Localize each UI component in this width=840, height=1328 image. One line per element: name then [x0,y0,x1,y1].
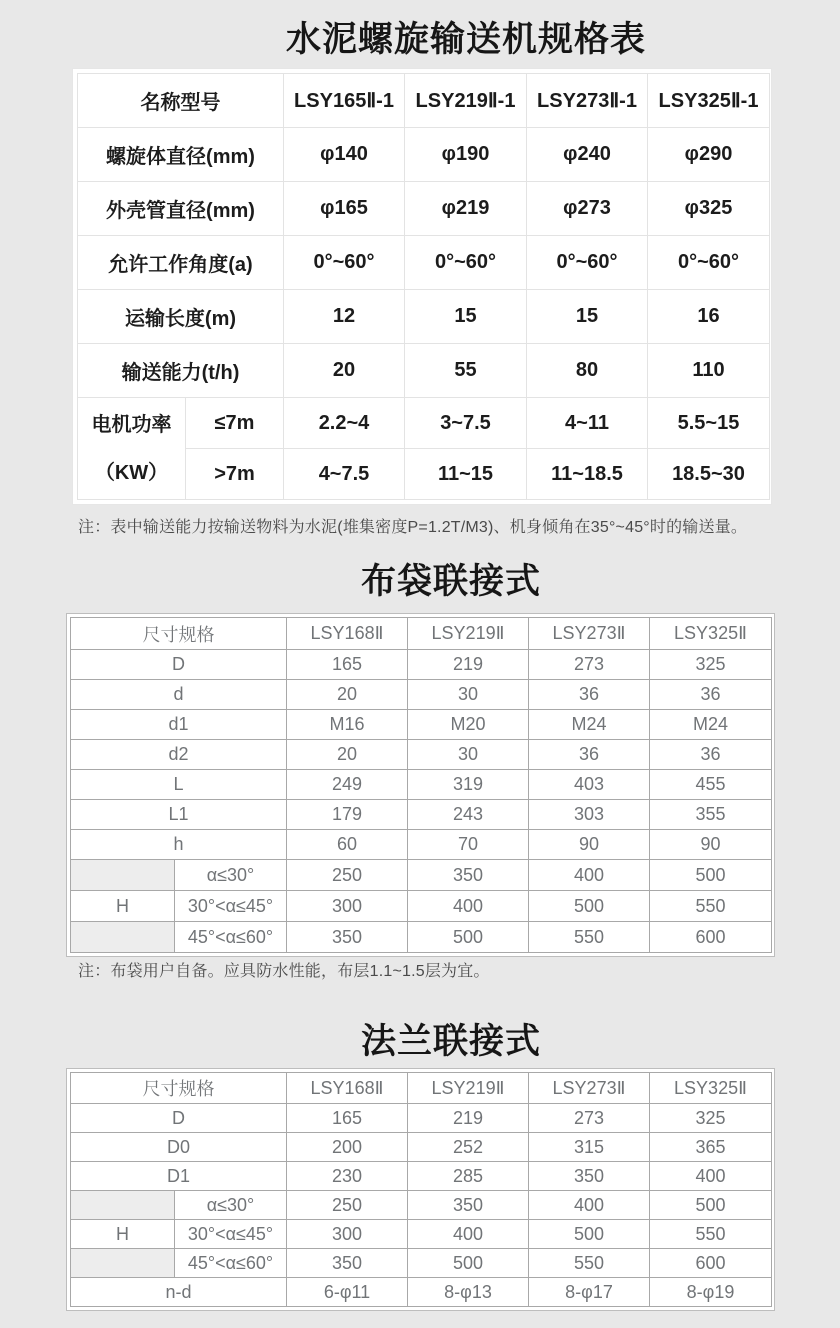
cell: 550 [650,1220,772,1249]
cell: 500 [650,860,772,891]
cell: 70 [408,830,529,860]
cell: 90 [650,830,772,860]
cell: 350 [287,922,408,953]
cell: 165 [287,1104,408,1133]
table-row [71,1104,772,1133]
angle-label: 45°<α≤60° [175,1249,287,1278]
spec-header-model: LSY165Ⅱ-1 [284,74,405,128]
cell: 0°~60° [284,236,405,290]
cell: M16 [287,710,408,740]
row-label: D [71,1104,287,1133]
cell: 3~7.5 [405,398,527,449]
cell: 325 [650,650,772,680]
angle-label: 30°<α≤45° [175,891,287,922]
cell: 55 [405,344,527,398]
cell: M24 [650,710,772,740]
flange-header-label: 尺寸规格 [71,1073,287,1104]
row-label: 螺旋体直径(mm) [78,128,284,182]
cell: φ273 [527,182,648,236]
cell: 400 [529,860,650,891]
angle-label: α≤30° [175,1191,287,1220]
table-row [78,344,770,398]
cell: φ140 [284,128,405,182]
cell: 355 [650,800,772,830]
cell: 273 [529,650,650,680]
flange-header-model: LSY219Ⅱ [408,1073,529,1104]
flange-header-model: LSY168Ⅱ [287,1073,408,1104]
bag-table-card [66,613,775,957]
cell: 20 [284,344,405,398]
cell: 60 [287,830,408,860]
cell: 230 [287,1162,408,1191]
cell: 400 [650,1162,772,1191]
cell: 350 [287,1249,408,1278]
bag-header-model: LSY219Ⅱ [408,618,529,650]
cell: 400 [529,1191,650,1220]
table-row [78,182,770,236]
spec-header-label: 名称型号 [78,74,284,128]
cell: 500 [408,922,529,953]
cell: 179 [287,800,408,830]
table-row [71,1133,772,1162]
cell: 252 [408,1133,529,1162]
table-row [78,290,770,344]
cell: 36 [529,740,650,770]
row-label: D [71,650,287,680]
motor-power-line2: （KW） [94,461,169,484]
empty-cell [71,1249,175,1278]
h-label: H [71,891,175,922]
table-row [78,398,770,449]
cell: 500 [650,1191,772,1220]
cell: 5.5~15 [648,398,770,449]
cell: 273 [529,1104,650,1133]
table-row [71,650,772,680]
row-label: d2 [71,740,287,770]
cell: 12 [284,290,405,344]
cell: 15 [405,290,527,344]
row-label: 允许工作角度(a) [78,236,284,290]
cell: 6-φ11 [287,1278,408,1307]
cell: 219 [408,1104,529,1133]
cell: 250 [287,1191,408,1220]
cell: M20 [408,710,529,740]
cell: φ325 [648,182,770,236]
cell: 18.5~30 [648,449,770,500]
cell: 550 [529,1249,650,1278]
angle-label: 45°<α≤60° [175,922,287,953]
table-row [71,740,772,770]
row-label: h [71,830,287,860]
cell: φ190 [405,128,527,182]
row-label: L1 [71,800,287,830]
cell: 0°~60° [405,236,527,290]
table-row [71,680,772,710]
cell: 8-φ13 [408,1278,529,1307]
table-row [71,1162,772,1191]
flange-header-model: LSY273Ⅱ [529,1073,650,1104]
bag-header-label: 尺寸规格 [71,618,287,650]
cell: 8-φ19 [650,1278,772,1307]
table-row [78,236,770,290]
cell: 110 [648,344,770,398]
cell: 319 [408,770,529,800]
cell: 4~7.5 [284,449,405,500]
cell: 315 [529,1133,650,1162]
flange-table-card [66,1068,775,1311]
bag-table [70,617,772,953]
table-row [71,1249,772,1278]
cell: 165 [287,650,408,680]
cell: 30 [408,680,529,710]
flange-section-title: 法兰联接式 [360,1022,541,1061]
spec-table-title: 水泥螺旋输送机规格表 [285,20,646,59]
spec-table [77,73,770,500]
cell: 550 [529,922,650,953]
cell: 15 [527,290,648,344]
table-row [71,1191,772,1220]
cell: 11~15 [405,449,527,500]
cell: 500 [529,1220,650,1249]
cell: 500 [408,1249,529,1278]
angle-label: 30°<α≤45° [175,1220,287,1249]
cell: M24 [529,710,650,740]
cell: 325 [650,1104,772,1133]
spec-header-model: LSY325Ⅱ-1 [648,74,770,128]
cell: 250 [287,860,408,891]
table-row [78,128,770,182]
table-row [71,770,772,800]
empty-cell [71,922,175,953]
cell: φ240 [527,128,648,182]
cell: 30 [408,740,529,770]
cell: 400 [408,1220,529,1249]
cell: 455 [650,770,772,800]
empty-cell [71,1191,175,1220]
table-row [71,1278,772,1307]
motor-power-line1: 电机功率 [91,413,172,436]
row-label: n-d [71,1278,287,1307]
cell: 8-φ17 [529,1278,650,1307]
motor-power-label [78,398,186,500]
table-row [71,830,772,860]
cell: φ165 [284,182,405,236]
bag-header-model: LSY168Ⅱ [287,618,408,650]
cell: 16 [648,290,770,344]
cell: 4~11 [527,398,648,449]
cell: 600 [650,922,772,953]
angle-label: α≤30° [175,860,287,891]
cell: 550 [650,891,772,922]
cell: 219 [408,650,529,680]
cell: 365 [650,1133,772,1162]
cell: 350 [529,1162,650,1191]
bag-section-title: 布袋联接式 [360,562,541,601]
row-sublabel: ≤7m [186,398,284,449]
row-label: D1 [71,1162,287,1191]
flange-table [70,1072,772,1307]
cell: 0°~60° [648,236,770,290]
cell: 80 [527,344,648,398]
row-label: 运输长度(m) [78,290,284,344]
cell: 243 [408,800,529,830]
table-row [71,860,772,891]
bag-header-model: LSY273Ⅱ [529,618,650,650]
cell: 90 [529,830,650,860]
spec-header-model: LSY273Ⅱ-1 [527,74,648,128]
cell: 300 [287,1220,408,1249]
cell: 36 [650,680,772,710]
cell: 20 [287,740,408,770]
cell: 36 [529,680,650,710]
cell: 300 [287,891,408,922]
cell: 0°~60° [527,236,648,290]
row-label: d1 [71,710,287,740]
bag-table-note: 注：布袋用户自备。应具防水性能，布层1.1~1.5层为宜。 [78,963,490,980]
spec-header-model: LSY219Ⅱ-1 [405,74,527,128]
row-label: D0 [71,1133,287,1162]
table-row [71,800,772,830]
cell: 2.2~4 [284,398,405,449]
cell: 350 [408,860,529,891]
cell: 20 [287,680,408,710]
cell: 36 [650,740,772,770]
row-label: L [71,770,287,800]
row-label: d [71,680,287,710]
table-row [71,1220,772,1249]
cell: 285 [408,1162,529,1191]
spec-table-note: 注：表中输送能力按输送物料为水泥(堆集密度P=1.2T/M3)、机身倾角在35°~45°时的输送量。 [78,519,748,536]
h-label: H [71,1220,175,1249]
cell: 350 [408,1191,529,1220]
table-row [71,891,772,922]
cell: 303 [529,800,650,830]
bag-header-model: LSY325Ⅱ [650,618,772,650]
row-label: 输送能力(t/h) [78,344,284,398]
row-sublabel: >7m [186,449,284,500]
spec-table-card [72,68,772,505]
cell: 200 [287,1133,408,1162]
cell: φ290 [648,128,770,182]
cell: 403 [529,770,650,800]
flange-header-model: LSY325Ⅱ [650,1073,772,1104]
cell: 249 [287,770,408,800]
empty-cell [71,860,175,891]
cell: φ219 [405,182,527,236]
row-label: 外壳管直径(mm) [78,182,284,236]
table-row [71,710,772,740]
table-row [71,922,772,953]
cell: 600 [650,1249,772,1278]
cell: 500 [529,891,650,922]
cell: 400 [408,891,529,922]
cell: 11~18.5 [527,449,648,500]
